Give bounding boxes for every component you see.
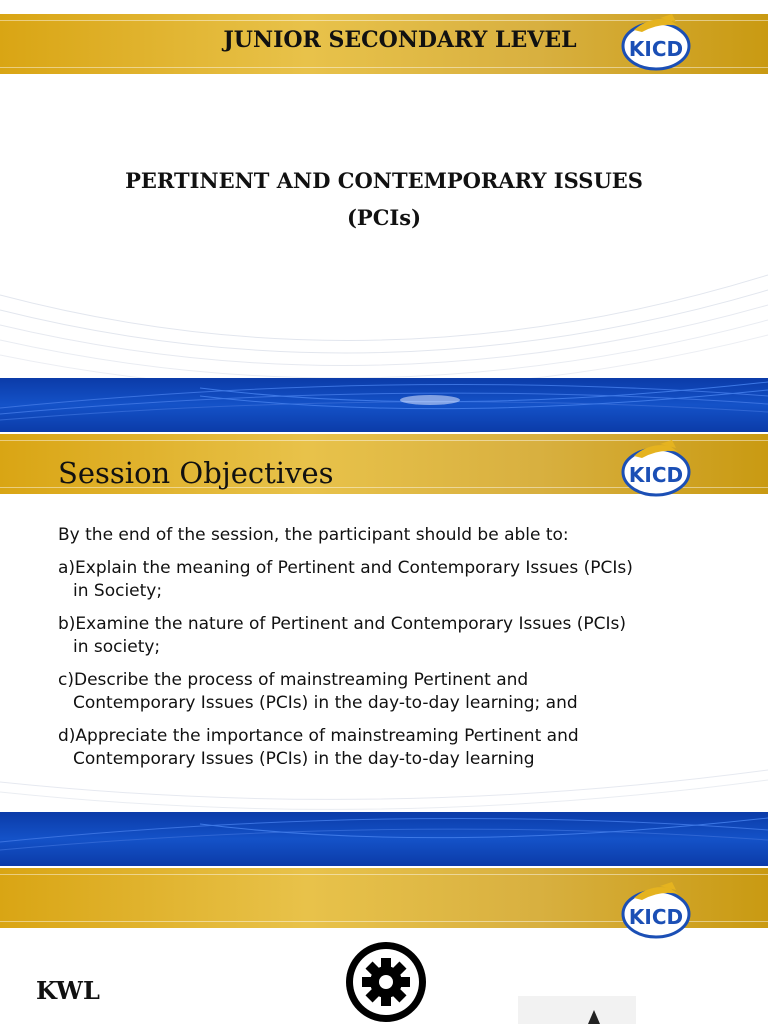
- slide-2: [0, 432, 768, 866]
- footer-band: [0, 378, 768, 432]
- slide-1: [0, 0, 768, 432]
- objective-b-line1: b)Examine the nature of Pertinent and Contemporary Issues (PCIs): [58, 614, 626, 634]
- objective-b-line2: in society;: [73, 637, 161, 657]
- objective-b: [58, 613, 738, 659]
- slide-title-line2: (PCIs): [346, 205, 422, 230]
- kwl-heading: KWL: [36, 976, 100, 1005]
- image-placeholder: [518, 996, 636, 1024]
- footer-band: [0, 812, 768, 866]
- objective-a-line2: in Society;: [73, 581, 163, 601]
- objective-c-line2: Contemporary Issues (PCIs) in the day-to-day learning; and: [73, 693, 578, 713]
- logo-text: KICD: [628, 37, 684, 61]
- decorative-swoosh: [0, 255, 768, 380]
- gear-icon: [343, 939, 429, 1024]
- kicd-logo: [620, 12, 692, 68]
- objective-d-line2: Contemporary Issues (PCIs) in the day-to-day learning: [73, 749, 535, 769]
- objective-d: [58, 725, 738, 771]
- kicd-logo: [620, 880, 692, 936]
- kicd-logo: [620, 438, 692, 494]
- objective-c: [58, 669, 738, 715]
- objective-c-line1: c)Describe the process of mainstreaming Pertinent and: [58, 670, 529, 690]
- objectives-text: [58, 524, 738, 781]
- logo-text: KICD: [628, 905, 684, 929]
- objective-a-line1: a)Explain the meaning of Pertinent and Contemporary Issues (PCIs): [58, 558, 633, 578]
- objective-a: [58, 557, 738, 603]
- slide-header-title: JUNIOR SECONDARY LEVEL: [223, 27, 577, 53]
- slide-title-line1: PERTINENT AND CONTEMPORARY ISSUES: [125, 168, 643, 193]
- session-objectives-heading: Session Objectives: [58, 456, 334, 490]
- slide-3: [0, 866, 768, 1024]
- logo-text: KICD: [628, 463, 684, 487]
- objectives-intro: By the end of the session, the participant should be able to:: [58, 525, 569, 545]
- objective-d-line1: d)Appreciate the importance of mainstreaming Pertinent and: [58, 726, 579, 746]
